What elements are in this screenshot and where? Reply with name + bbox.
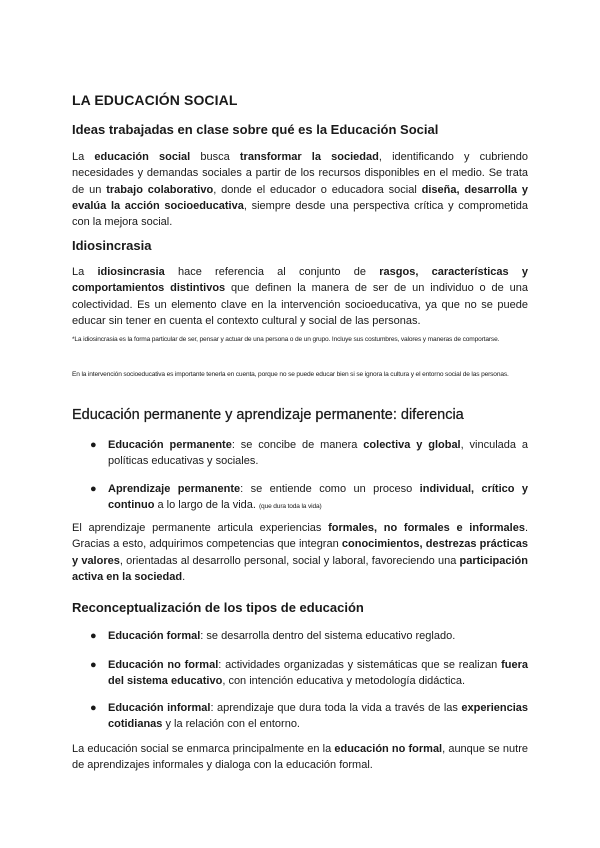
text-run: : se concibe de manera — [231, 439, 364, 451]
section-heading-permanent: Educación permanente y aprendizaje permanente: diferencia — [72, 407, 464, 423]
bold-run: experiencias cotidianas — [108, 702, 529, 731]
bold-run: educación social — [94, 151, 191, 163]
list-item-text — [108, 437, 528, 470]
paragraph-permanent-learning — [72, 520, 528, 585]
bullet-icon: ● — [90, 630, 97, 642]
bold-run: trabajo colaborativo — [106, 183, 214, 196]
list-item-text — [108, 700, 528, 733]
list-item-permanent-education — [92, 437, 528, 470]
text-run: . Gracias a esto, adquirimos competencias que integran — [72, 522, 528, 551]
text-run: a lo largo de la vida. — [154, 499, 260, 512]
list-item-nonformal-education — [92, 657, 528, 690]
text-run: y la relación con el entorno. — [162, 718, 300, 731]
bold-run: rasgos, características y comportamientos distintivos — [72, 266, 529, 295]
text-run: , con intención educativa y metodología didáctica. — [222, 675, 466, 688]
paragraph-conclusion — [72, 741, 528, 774]
bold-run: Educación no formal — [108, 659, 219, 671]
paragraph-education-social — [72, 149, 528, 230]
bold-run: participación activa en la sociedad — [72, 554, 528, 583]
document-title: LA EDUCACIÓN SOCIAL — [72, 92, 238, 108]
text-run: , donde el educador o educadora social — [213, 183, 422, 196]
bold-run: educación no formal — [334, 743, 443, 755]
list-item-text — [108, 628, 528, 644]
bold-run: Educación informal — [108, 702, 211, 714]
text-run: La — [72, 151, 95, 163]
bullet-icon: ● — [90, 659, 97, 671]
list-item-formal-education — [92, 628, 528, 644]
text-run: La — [72, 266, 98, 278]
bold-run: fuera del sistema educativo — [108, 659, 528, 688]
list-item-permanent-learning — [92, 481, 528, 516]
section-heading-types: Reconceptualización de los tipos de educación — [72, 600, 364, 615]
text-run: . — [182, 570, 186, 583]
text-run: hace referencia al conjunto de — [164, 266, 380, 278]
footnote-idiosincrasia: *La idiosincrasia es la forma particular de ser, pensar y actuar de una persona o de un grupo. Incluye sus costumbres, valores y maneras de comportarse. — [72, 336, 500, 343]
bold-run: transformar la sociedad — [239, 151, 379, 163]
bold-run: colectiva y global — [363, 439, 461, 451]
text-run: : aprendizaje que dura toda la vida a través de las — [210, 702, 462, 714]
text-run: , aunque se nutre de aprendizajes informales y dialoga con la educación formal. — [72, 743, 528, 772]
text-run: La educación social se enmarca principalmente en la — [72, 743, 335, 755]
bold-run: diseña, desarrolla y evalúa la acción socioeducativa — [72, 183, 529, 212]
text-run: , siempre desde una perspectiva crítica y comprometida con la mejora social. — [72, 199, 528, 229]
text-run: : se entiende como un proceso — [240, 483, 420, 495]
text-run: , identificando y cubriendo necesidades y demandas sociales a partir de los recursos disponibles en el medio. Se trata de un — [72, 151, 528, 196]
bold-run: Educación formal — [108, 630, 201, 642]
handnote-text: (que dura toda la vida) — [259, 503, 322, 511]
section-heading-idiosincrasia: Idiosincrasia — [72, 238, 152, 253]
text-run: , vinculada a políticas educativas y sociales. — [108, 439, 529, 468]
list-item-text — [108, 481, 528, 516]
bold-run: formales, no formales e informales — [328, 522, 525, 534]
bold-run: Aprendizaje permanente — [108, 483, 241, 495]
bold-run: idiosincrasia — [97, 266, 165, 278]
text-run: : se desarrolla dentro del sistema educativo reglado. — [200, 630, 456, 642]
text-run: busca — [190, 151, 240, 163]
bullet-icon: ● — [90, 439, 97, 451]
text-run: que definen la manera de ser de un individuo o de una colectividad. Es un elemento clave en la intervención socioeducativa, ya que no se puede educar sin tener en cuenta el contexto cultural y social de las personas. — [72, 282, 528, 327]
bullet-icon: ● — [90, 483, 97, 495]
bold-run: conocimientos, destrezas prácticas y valores — [72, 538, 528, 567]
text-run: El aprendizaje permanente articula experiencias — [72, 522, 329, 534]
text-run: : actividades organizadas y sistemáticas que se realizan — [218, 659, 502, 671]
bullet-icon: ● — [90, 702, 97, 714]
text-run: , orientadas al desarrollo personal, social y laboral, favoreciendo una — [119, 554, 460, 567]
bold-run: Educación permanente — [108, 439, 232, 451]
list-item-text — [108, 657, 528, 690]
note-intervention: En la intervención socioeducativa es importante tenerla en cuenta, porque no se puede educar bien si se ignora la cultura y el entorno social de las personas. — [72, 371, 509, 378]
bold-run: individual, crítico y continuo — [108, 483, 528, 512]
section-heading-ideas: Ideas trabajadas en clase sobre qué es la Educación Social — [72, 122, 439, 137]
list-item-informal-education — [92, 700, 528, 733]
paragraph-idiosincrasia — [72, 264, 528, 329]
